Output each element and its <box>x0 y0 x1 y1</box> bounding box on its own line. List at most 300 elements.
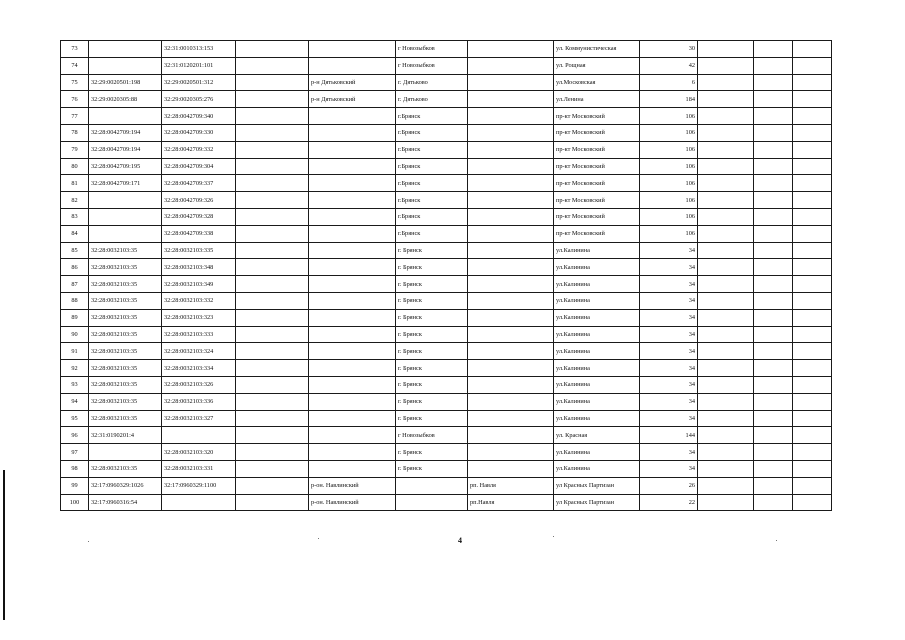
cadastral-number-cell: 32:17:0960329:1100 <box>162 477 236 494</box>
empty-cell <box>698 259 754 276</box>
cadastral-number-cell: 32:29:0020501:312 <box>162 74 236 91</box>
table-row <box>61 343 832 360</box>
row-number-cell: 80 <box>61 158 89 175</box>
street-cell: ул Красных Партизан <box>554 494 640 511</box>
table-row <box>61 494 832 511</box>
empty-cell <box>793 141 832 158</box>
district-cell <box>309 360 396 377</box>
empty-cell <box>236 494 309 511</box>
row-number-cell: 82 <box>61 192 89 209</box>
old-cadastral-number-cell: 32:17:0960316:54 <box>89 494 162 511</box>
cadastral-number-cell: 32:28:0032103:320 <box>162 444 236 461</box>
table-row <box>61 410 832 427</box>
empty-cell <box>793 427 832 444</box>
empty-cell <box>793 376 832 393</box>
house-number-cell: 34 <box>640 410 698 427</box>
row-number-cell: 81 <box>61 175 89 192</box>
street-cell: ул.Калинина <box>554 292 640 309</box>
empty-cell <box>698 460 754 477</box>
old-cadastral-number-cell: 32:28:0032103:35 <box>89 393 162 410</box>
street-cell: пр-кт Московский <box>554 124 640 141</box>
empty-cell <box>698 309 754 326</box>
empty-cell <box>698 208 754 225</box>
old-cadastral-number-cell: 32:17:0960329:1026 <box>89 477 162 494</box>
district-cell: р-он. Навлинский <box>309 477 396 494</box>
city-cell: г Новозыбков <box>396 57 468 74</box>
table-row <box>61 376 832 393</box>
settlement-cell: рп.Навля <box>468 494 554 511</box>
house-number-cell: 34 <box>640 393 698 410</box>
empty-cell <box>698 192 754 209</box>
settlement-cell <box>468 124 554 141</box>
empty-cell <box>754 393 793 410</box>
empty-cell <box>793 41 832 58</box>
table-row <box>61 225 832 242</box>
empty-cell <box>793 259 832 276</box>
empty-cell <box>754 91 793 108</box>
cadastral-number-cell: 32:28:0042709:340 <box>162 108 236 125</box>
city-cell: г. Брянск <box>396 343 468 360</box>
settlement-cell <box>468 192 554 209</box>
settlement-cell <box>468 91 554 108</box>
city-cell: г.Брянск <box>396 141 468 158</box>
empty-cell <box>793 276 832 293</box>
street-cell: пр-кт Московский <box>554 208 640 225</box>
old-cadastral-number-cell: 32:28:0032103:35 <box>89 360 162 377</box>
old-cadastral-number-cell <box>89 208 162 225</box>
city-cell: г.Брянск <box>396 208 468 225</box>
empty-cell <box>698 141 754 158</box>
settlement-cell <box>468 242 554 259</box>
district-cell <box>309 242 396 259</box>
city-cell <box>396 477 468 494</box>
empty-cell <box>793 326 832 343</box>
house-number-cell: 106 <box>640 225 698 242</box>
empty-cell <box>236 444 309 461</box>
old-cadastral-number-cell: 32:28:0042709:171 <box>89 175 162 192</box>
empty-cell <box>793 108 832 125</box>
district-cell <box>309 444 396 461</box>
row-number-cell: 93 <box>61 376 89 393</box>
empty-cell <box>793 242 832 259</box>
cadastral-number-cell: 32:28:0032103:334 <box>162 360 236 377</box>
empty-cell <box>698 477 754 494</box>
street-cell: пр-кт Московский <box>554 158 640 175</box>
empty-cell <box>236 124 309 141</box>
old-cadastral-number-cell <box>89 57 162 74</box>
street-cell: ул. Коммунистическая <box>554 41 640 58</box>
empty-cell <box>793 393 832 410</box>
table-row <box>61 309 832 326</box>
district-cell <box>309 276 396 293</box>
city-cell: г.Брянск <box>396 124 468 141</box>
street-cell: ул.Московская <box>554 74 640 91</box>
district-cell <box>309 427 396 444</box>
empty-cell <box>793 192 832 209</box>
empty-cell <box>754 175 793 192</box>
table-row <box>61 208 832 225</box>
table-row <box>61 242 832 259</box>
district-cell <box>309 326 396 343</box>
city-cell: г. Брянск <box>396 376 468 393</box>
empty-cell <box>793 410 832 427</box>
city-cell <box>396 494 468 511</box>
row-number-cell: 86 <box>61 259 89 276</box>
empty-cell <box>754 444 793 461</box>
settlement-cell <box>468 410 554 427</box>
district-cell <box>309 410 396 427</box>
row-number-cell: 98 <box>61 460 89 477</box>
row-number-cell: 91 <box>61 343 89 360</box>
settlement-cell <box>468 393 554 410</box>
street-cell: ул.Калинина <box>554 393 640 410</box>
row-number-cell: 88 <box>61 292 89 309</box>
property-register-table <box>60 40 832 511</box>
empty-cell <box>236 108 309 125</box>
house-number-cell: 22 <box>640 494 698 511</box>
house-number-cell: 34 <box>640 444 698 461</box>
house-number-cell: 6 <box>640 74 698 91</box>
empty-cell <box>754 259 793 276</box>
empty-cell <box>793 208 832 225</box>
empty-cell <box>236 477 309 494</box>
empty-cell <box>754 360 793 377</box>
district-cell: р-он. Навлинский <box>309 494 396 511</box>
empty-cell <box>793 158 832 175</box>
table-row <box>61 192 832 209</box>
empty-cell <box>754 477 793 494</box>
row-number-cell: 76 <box>61 91 89 108</box>
empty-cell <box>754 124 793 141</box>
settlement-cell <box>468 309 554 326</box>
empty-cell <box>236 41 309 58</box>
empty-cell <box>236 460 309 477</box>
district-cell <box>309 57 396 74</box>
empty-cell <box>793 292 832 309</box>
district-cell <box>309 192 396 209</box>
city-cell: г. Брянск <box>396 444 468 461</box>
empty-cell <box>754 41 793 58</box>
old-cadastral-number-cell: 32:28:0032103:35 <box>89 242 162 259</box>
table-row <box>61 57 832 74</box>
row-number-cell: 90 <box>61 326 89 343</box>
city-cell: г. Брянск <box>396 393 468 410</box>
district-cell <box>309 158 396 175</box>
row-number-cell: 84 <box>61 225 89 242</box>
cadastral-number-cell: 32:28:0032103:327 <box>162 410 236 427</box>
empty-cell <box>754 74 793 91</box>
empty-cell <box>236 175 309 192</box>
empty-cell <box>236 91 309 108</box>
table-row <box>61 91 832 108</box>
house-number-cell: 34 <box>640 460 698 477</box>
empty-cell <box>754 158 793 175</box>
table-row <box>61 158 832 175</box>
settlement-cell: рп. Навля <box>468 477 554 494</box>
cadastral-number-cell: 32:28:0042709:326 <box>162 192 236 209</box>
district-cell <box>309 376 396 393</box>
empty-cell <box>236 360 309 377</box>
empty-cell <box>793 360 832 377</box>
street-cell: пр-кт Московский <box>554 225 640 242</box>
empty-cell <box>754 343 793 360</box>
empty-cell <box>698 124 754 141</box>
house-number-cell: 26 <box>640 477 698 494</box>
cadastral-number-cell: 32:28:0032103:348 <box>162 259 236 276</box>
empty-cell <box>698 393 754 410</box>
settlement-cell <box>468 141 554 158</box>
empty-cell <box>236 74 309 91</box>
empty-cell <box>754 225 793 242</box>
settlement-cell <box>468 208 554 225</box>
street-cell: ул.Калинина <box>554 309 640 326</box>
district-cell <box>309 259 396 276</box>
table-row <box>61 41 832 58</box>
table-row <box>61 360 832 377</box>
street-cell: ул.Калинина <box>554 242 640 259</box>
house-number-cell: 34 <box>640 326 698 343</box>
empty-cell <box>236 326 309 343</box>
empty-cell <box>236 259 309 276</box>
empty-cell <box>236 427 309 444</box>
empty-cell <box>793 460 832 477</box>
empty-cell <box>754 494 793 511</box>
street-cell: ул.Калинина <box>554 343 640 360</box>
settlement-cell <box>468 41 554 58</box>
row-number-cell: 77 <box>61 108 89 125</box>
empty-cell <box>698 74 754 91</box>
table-row <box>61 175 832 192</box>
street-cell: ул.Калинина <box>554 410 640 427</box>
old-cadastral-number-cell <box>89 225 162 242</box>
cadastral-number-cell: 32:28:0032103:326 <box>162 376 236 393</box>
city-cell: г. Брянск <box>396 259 468 276</box>
cadastral-number-cell: 32:28:0032103:323 <box>162 309 236 326</box>
empty-cell <box>754 208 793 225</box>
district-cell <box>309 225 396 242</box>
empty-cell <box>236 343 309 360</box>
old-cadastral-number-cell: 32:28:0042709:194 <box>89 124 162 141</box>
table-row <box>61 393 832 410</box>
row-number-cell: 87 <box>61 276 89 293</box>
house-number-cell: 106 <box>640 175 698 192</box>
city-cell: г.Брянск <box>396 158 468 175</box>
district-cell <box>309 460 396 477</box>
table-row <box>61 124 832 141</box>
empty-cell <box>754 376 793 393</box>
empty-cell <box>793 444 832 461</box>
city-cell: г. Дятьково <box>396 91 468 108</box>
row-number-cell: 83 <box>61 208 89 225</box>
house-number-cell: 106 <box>640 208 698 225</box>
street-cell: ул.Калинина <box>554 259 640 276</box>
house-number-cell: 144 <box>640 427 698 444</box>
house-number-cell: 42 <box>640 57 698 74</box>
scan-speck <box>318 538 319 539</box>
scan-speck <box>553 536 554 537</box>
row-number-cell: 89 <box>61 309 89 326</box>
house-number-cell: 106 <box>640 141 698 158</box>
empty-cell <box>754 57 793 74</box>
house-number-cell: 34 <box>640 343 698 360</box>
empty-cell <box>754 108 793 125</box>
row-number-cell: 78 <box>61 124 89 141</box>
table-row <box>61 460 832 477</box>
district-cell <box>309 141 396 158</box>
empty-cell <box>793 175 832 192</box>
district-cell: р-н Дятьковский <box>309 91 396 108</box>
empty-cell <box>698 360 754 377</box>
table-row <box>61 292 832 309</box>
settlement-cell <box>468 343 554 360</box>
street-cell: ул.Калинина <box>554 376 640 393</box>
settlement-cell <box>468 225 554 242</box>
old-cadastral-number-cell: 32:28:0032103:35 <box>89 292 162 309</box>
cadastral-number-cell: 32:28:0032103:336 <box>162 393 236 410</box>
row-number-cell: 75 <box>61 74 89 91</box>
cadastral-number-cell: 32:28:0032103:331 <box>162 460 236 477</box>
settlement-cell <box>468 259 554 276</box>
table-row <box>61 444 832 461</box>
settlement-cell <box>468 444 554 461</box>
house-number-cell: 34 <box>640 376 698 393</box>
scan-edge-mark <box>3 470 5 620</box>
empty-cell <box>754 192 793 209</box>
table-row <box>61 326 832 343</box>
settlement-cell <box>468 292 554 309</box>
old-cadastral-number-cell: 32:28:0032103:35 <box>89 343 162 360</box>
street-cell: ул. Рощная <box>554 57 640 74</box>
settlement-cell <box>468 326 554 343</box>
old-cadastral-number-cell: 32:28:0042709:194 <box>89 141 162 158</box>
empty-cell <box>754 326 793 343</box>
empty-cell <box>754 242 793 259</box>
old-cadastral-number-cell <box>89 444 162 461</box>
empty-cell <box>236 393 309 410</box>
scan-speck <box>88 541 89 542</box>
settlement-cell <box>468 158 554 175</box>
cadastral-number-cell: 32:28:0032103:324 <box>162 343 236 360</box>
house-number-cell: 30 <box>640 41 698 58</box>
empty-cell <box>236 242 309 259</box>
city-cell: г. Брянск <box>396 360 468 377</box>
cadastral-number-cell: 32:31:0010313:153 <box>162 41 236 58</box>
table-row <box>61 427 832 444</box>
cadastral-number-cell: 32:28:0042709:328 <box>162 208 236 225</box>
street-cell: пр-кт Московский <box>554 141 640 158</box>
scan-speck <box>776 540 777 541</box>
house-number-cell: 34 <box>640 242 698 259</box>
table-row <box>61 141 832 158</box>
district-cell <box>309 108 396 125</box>
table-row <box>61 477 832 494</box>
table-row <box>61 259 832 276</box>
old-cadastral-number-cell: 32:28:0032103:35 <box>89 410 162 427</box>
old-cadastral-number-cell: 32:28:0032103:35 <box>89 376 162 393</box>
city-cell: г. Дятьково <box>396 74 468 91</box>
empty-cell <box>793 225 832 242</box>
old-cadastral-number-cell: 32:29:0020305:88 <box>89 91 162 108</box>
street-cell: пр-кт Московский <box>554 108 640 125</box>
empty-cell <box>754 276 793 293</box>
settlement-cell <box>468 376 554 393</box>
empty-cell <box>754 410 793 427</box>
empty-cell <box>698 57 754 74</box>
empty-cell <box>698 444 754 461</box>
street-cell: ул.Ленина <box>554 91 640 108</box>
cadastral-number-cell: 32:28:0042709:338 <box>162 225 236 242</box>
old-cadastral-number-cell: 32:28:0032103:35 <box>89 276 162 293</box>
street-cell: ул.Калинина <box>554 360 640 377</box>
empty-cell <box>236 141 309 158</box>
city-cell: г. Брянск <box>396 460 468 477</box>
empty-cell <box>236 309 309 326</box>
city-cell: г. Брянск <box>396 309 468 326</box>
city-cell: г.Брянск <box>396 192 468 209</box>
old-cadastral-number-cell: 32:28:0032103:35 <box>89 309 162 326</box>
row-number-cell: 85 <box>61 242 89 259</box>
house-number-cell: 184 <box>640 91 698 108</box>
district-cell <box>309 292 396 309</box>
old-cadastral-number-cell: 32:29:0020501:198 <box>89 74 162 91</box>
empty-cell <box>698 427 754 444</box>
city-cell: г. Брянск <box>396 292 468 309</box>
old-cadastral-number-cell: 32:28:0032103:35 <box>89 460 162 477</box>
empty-cell <box>754 292 793 309</box>
settlement-cell <box>468 427 554 444</box>
street-cell: ул.Калинина <box>554 460 640 477</box>
empty-cell <box>754 460 793 477</box>
empty-cell <box>698 326 754 343</box>
street-cell: ул.Калинина <box>554 276 640 293</box>
cadastral-number-cell: 32:31:0120201:101 <box>162 57 236 74</box>
city-cell: г Новозыбков <box>396 427 468 444</box>
empty-cell <box>236 158 309 175</box>
city-cell: г.Брянск <box>396 108 468 125</box>
cadastral-number-cell <box>162 494 236 511</box>
table-row <box>61 276 832 293</box>
street-cell: ул.Калинина <box>554 444 640 461</box>
street-cell: пр-кт Московский <box>554 192 640 209</box>
district-cell <box>309 393 396 410</box>
settlement-cell <box>468 276 554 293</box>
settlement-cell <box>468 108 554 125</box>
empty-cell <box>698 108 754 125</box>
empty-cell <box>754 427 793 444</box>
street-cell: пр-кт Московский <box>554 175 640 192</box>
house-number-cell: 34 <box>640 259 698 276</box>
settlement-cell <box>468 57 554 74</box>
empty-cell <box>236 57 309 74</box>
empty-cell <box>236 192 309 209</box>
street-cell: ул.Калинина <box>554 326 640 343</box>
city-cell: г.Брянск <box>396 225 468 242</box>
cadastral-number-cell: 32:28:0032103:349 <box>162 276 236 293</box>
empty-cell <box>698 292 754 309</box>
district-cell <box>309 309 396 326</box>
old-cadastral-number-cell <box>89 41 162 58</box>
empty-cell <box>698 225 754 242</box>
empty-cell <box>236 225 309 242</box>
empty-cell <box>698 410 754 427</box>
empty-cell <box>793 343 832 360</box>
cadastral-number-cell: 32:28:0042709:304 <box>162 158 236 175</box>
city-cell: г. Брянск <box>396 410 468 427</box>
house-number-cell: 106 <box>640 158 698 175</box>
empty-cell <box>236 410 309 427</box>
row-number-cell: 96 <box>61 427 89 444</box>
city-cell: г Новозыбков <box>396 41 468 58</box>
